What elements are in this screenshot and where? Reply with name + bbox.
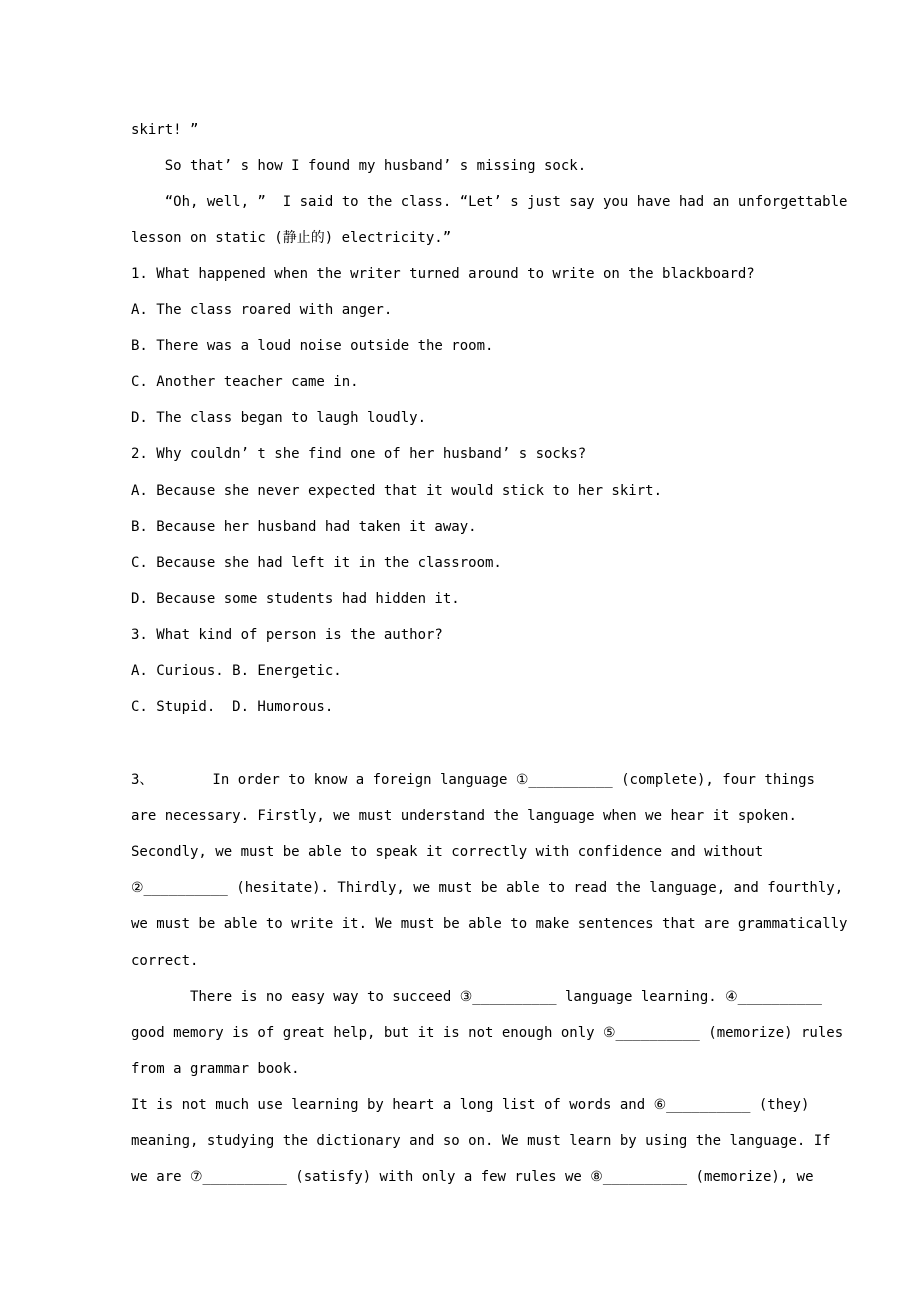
question-1: 1. What happened when the writer turned around to write on the blackboard? (131, 266, 755, 282)
passage-line: from a grammar book. (131, 1061, 300, 1077)
question-2-option-a: A. Because she never expected that it would stick to her skirt. (131, 483, 663, 499)
passage-line: are necessary. Firstly, we must understand the language when we hear it spoken. (131, 808, 797, 824)
story-line: skirt! ” (131, 122, 199, 138)
passage-line: meaning, studying the dictionary and so on. We must learn by using the language. If (131, 1133, 831, 1149)
question-1-option-a: A. The class roared with anger. (131, 302, 393, 318)
passage-line: Secondly, we must be able to speak it correctly with confidence and without (131, 844, 764, 860)
question-2-option-d: D. Because some students had hidden it. (131, 591, 460, 607)
passage-line: we must be able to write it. We must be able to make sentences that are grammatically (131, 916, 848, 932)
story-line: “Oh, well, ” I said to the class. “Let’ s just say you have had an unforgettable (131, 194, 848, 210)
question-2: 2. Why couldn’ t she find one of her husband’ s socks? (131, 446, 587, 462)
passage-line: 3、 In order to know a foreign language ①__________ (complete), four things (131, 772, 815, 788)
question-1-option-d: D. The class began to laugh loudly. (131, 410, 427, 426)
question-3-options-cd: C. Stupid. D. Humorous. (131, 699, 334, 715)
question-1-option-b: B. There was a loud noise outside the room. (131, 338, 494, 354)
passage-line: It is not much use learning by heart a long list of words and ⑥__________ (they) (131, 1097, 810, 1113)
passage-line: ②__________ (hesitate). Thirdly, we must be able to read the language, and fourthly, (131, 880, 844, 896)
question-3-options-ab: A. Curious. B. Energetic. (131, 663, 342, 679)
story-line: So that’ s how I found my husband’ s missing sock. (131, 158, 587, 174)
passage-line: correct. (131, 953, 199, 969)
question-2-option-b: B. Because her husband had taken it away. (131, 519, 477, 535)
question-1-option-c: C. Another teacher came in. (131, 374, 359, 390)
passage-line: we are ⑦__________ (satisfy) with only a few rules we ⑧__________ (memorize), we (131, 1169, 814, 1185)
passage-line: good memory is of great help, but it is not enough only ⑤__________ (memorize) rules (131, 1025, 844, 1041)
passage-line: There is no easy way to succeed ③__________ language learning. ④__________ (131, 989, 822, 1005)
story-line: lesson on static (静止的) electricity.” (131, 230, 452, 246)
question-2-option-c: C. Because she had left it in the classroom. (131, 555, 502, 571)
question-3: 3. What kind of person is the author? (131, 627, 443, 643)
